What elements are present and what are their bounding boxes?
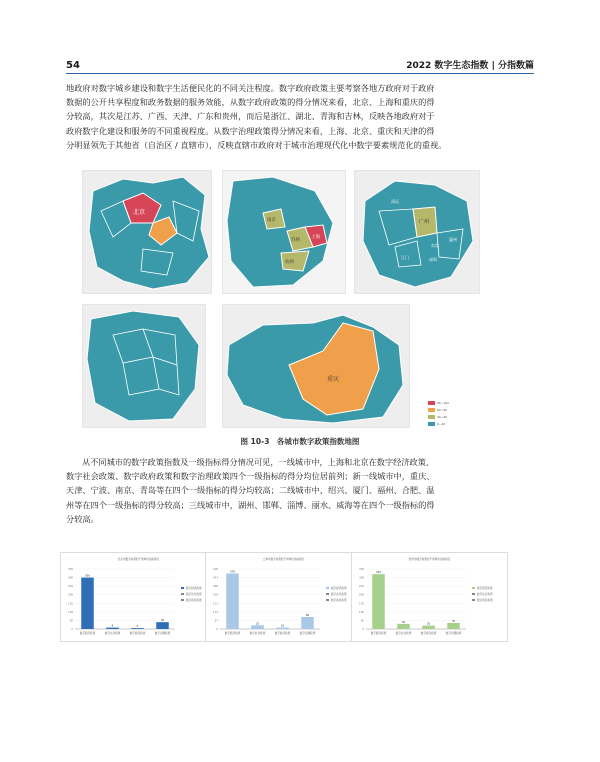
bar [251,625,264,629]
map-chongqing [222,304,410,428]
legend-swatch [181,587,184,589]
x-tick-label: 数字社会政策 [249,632,266,635]
data-label: 370 [230,570,235,574]
paragraph-line: 地政府对数字城乡建设和数字生活便民化的不同关注程度。数字政府政策主要考察各地方政府对于政府 [66,83,435,93]
map-label: 南京 [267,218,276,223]
y-tick-label: 200 [359,593,364,597]
legend-swatch [472,587,475,589]
y-tick-label: 150 [359,602,364,606]
page-header [66,57,534,71]
paragraph-2 [66,455,534,526]
legend-label: 数字经济政策 [477,587,493,590]
x-tick-label: 数字经济政策 [79,632,96,635]
legend-swatch [326,599,329,601]
y-tick-label: 50 [69,619,73,623]
legend-label: 数字社会政策 [186,593,202,596]
y-tick-label: 286 [213,585,218,589]
y-tick-label: 0 [216,628,218,631]
legend-item: 60~90 [428,406,466,413]
map-beijing [82,170,212,294]
x-tick-label: 数字治理政策 [299,632,316,635]
y-tick-label: 350 [68,568,73,571]
legend-swatch [326,593,329,595]
data-label: 25 [255,622,260,626]
legend-label: 数字政府政策 [331,599,347,602]
bar [372,574,385,629]
bar [447,623,460,629]
y-tick-label: 400 [213,568,218,571]
x-tick-label: 数字治理政策 [154,632,171,635]
y-tick-label: 300 [359,576,364,580]
map-label: 广州 [419,219,430,225]
map-label: 上海 [311,235,320,240]
y-tick-label: 300 [68,576,73,580]
map-label: 深圳 [429,257,437,262]
map-region-4 [82,304,206,428]
x-tick-label: 数字社会政策 [395,632,412,635]
data-label: 20 [426,622,431,626]
bar [397,624,410,629]
bar [422,626,435,629]
x-tick-label: 数字政府政策 [129,632,146,635]
paragraph-line: 数据的公开共享程度和政务数据的服务效能，从数字政府政策的得分情况来看，北京、上海和重庆的得 [66,97,435,108]
y-tick-label: 343 [213,576,218,580]
y-tick-label: 0 [71,628,73,631]
legend-label: 数字社会政策 [331,593,347,596]
y-tick-label: 200 [68,593,73,597]
legend-label: 数字政府政策 [477,599,493,602]
bar [156,622,169,629]
data-label: 30 [401,620,406,624]
paragraph-line: 分较高。 [66,513,99,524]
x-tick-label: 数字治理政策 [445,632,462,635]
x-tick-label: 数字政府政策 [420,632,437,635]
legend-label: 数字社会政策 [477,593,493,596]
paragraph-line: 数字社会政策、数字政府政策和数字治理政策四个一级指标的得分均位居前列；新一线城市中，重庆、 [66,471,435,482]
y-tick-label: 100 [68,610,73,614]
legend-swatch [326,587,329,589]
map-label: 苏州 [291,238,300,243]
page-number: 54 [66,60,80,71]
data-label: 10 [280,624,285,628]
map-label: 重庆 [327,376,340,383]
bar-chart [351,552,508,642]
figure-caption: 图 10-3 各城市数字政策指数地图 [240,437,360,446]
y-tick-label: 57 [214,619,218,623]
y-tick-label: 250 [359,585,364,589]
bar-chart [205,552,362,642]
paragraph-line: 从不同城市的数字政策指数及一级指标得分情况可见，一线城市中，上海和北京在数字经济政策、 [82,457,435,467]
data-label: 300 [85,574,90,578]
legend-label: 数字经济政策 [331,587,347,590]
map-guangzhou [354,170,480,294]
paragraph-1 [66,81,534,152]
x-tick-label: 数字经济政策 [224,632,241,635]
data-label: 5 [136,625,139,629]
paragraph-line: 分较高，其次是江苏、广西、天津、广东和贵州，而后是浙江、湖北、青海和吉林，反映各地政府对于 [66,111,435,122]
bar [276,628,289,630]
bar [131,628,144,629]
legend-item: 90~100 [428,399,466,406]
y-tick-label: 171 [213,602,218,606]
running-title: 2022 数字生态指数 | 分指数篇 [406,61,534,71]
chart-title: 北京市数字政策的不同城市指标排名 [117,558,160,561]
y-tick-label: 250 [68,585,73,589]
chart-title: 杭州市数字政策的不同城市指标排名 [408,558,451,561]
bar [301,617,314,629]
map-label: 江门 [401,255,409,260]
map-label: 东莞 [431,243,439,248]
legend-label: 数字政府政策 [186,599,202,602]
paragraph-line: 分明显领先于其他省（自治区 / 直辖市），反映直辖市政府对于城市治理现代化中数字要素规范化的重视。 [66,139,447,150]
y-tick-label: 150 [68,602,73,606]
chart-title: 上海市数字政策的不同城市指标排名 [262,558,305,561]
y-tick-label: 350 [359,568,364,571]
header-rule [66,73,534,74]
y-tick-label: 50 [360,619,364,623]
bar-chart [60,552,217,642]
legend-swatch [181,593,184,595]
y-tick-label: 0 [362,628,364,631]
y-tick-label: 114 [213,610,218,614]
map-label: 北京 [133,209,146,216]
y-tick-label: 229 [213,593,218,597]
legend-swatch [472,599,475,601]
bar [226,574,239,630]
x-tick-label: 数字社会政策 [104,632,121,635]
x-tick-label: 数字政府政策 [274,632,291,635]
data-label: 8 [111,624,114,628]
map-label: 清远 [391,199,399,204]
bar [106,628,119,629]
paragraph-line: 天津、宁波、南京、青岛等在四个一级指标的得分均较高；二线城市中，绍兴、厦门、福州、合肥、温 [66,485,435,496]
map-label: 杭州 [285,260,294,265]
paragraph-line: 政府数字化建设和服务的不同重视程度。从数字治理政策得分情况来看，上海、北京、重庆和天津的得 [66,125,435,136]
data-label: 320 [376,571,381,575]
map-shanghai [222,170,346,294]
data-label: 80 [305,614,310,617]
map-legend [428,399,466,427]
legend-swatch [181,599,184,601]
x-tick-label: 数字经济政策 [370,632,387,635]
data-label: 35 [451,620,456,623]
paragraph-line: 州等在四个一级指标的得分较高；三线城市中，湖州、邯郸、淄博、丽水、威海等在四个一级指标的得 [66,499,435,510]
y-tick-label: 100 [359,610,364,614]
legend-item: 40~60 [428,413,466,420]
map-label: 惠州 [449,237,457,242]
data-label: 40 [160,619,165,623]
legend-label: 数字经济政策 [186,587,202,590]
legend-item: 0~40 [428,420,466,427]
legend-swatch [472,593,475,595]
bar [81,578,94,629]
